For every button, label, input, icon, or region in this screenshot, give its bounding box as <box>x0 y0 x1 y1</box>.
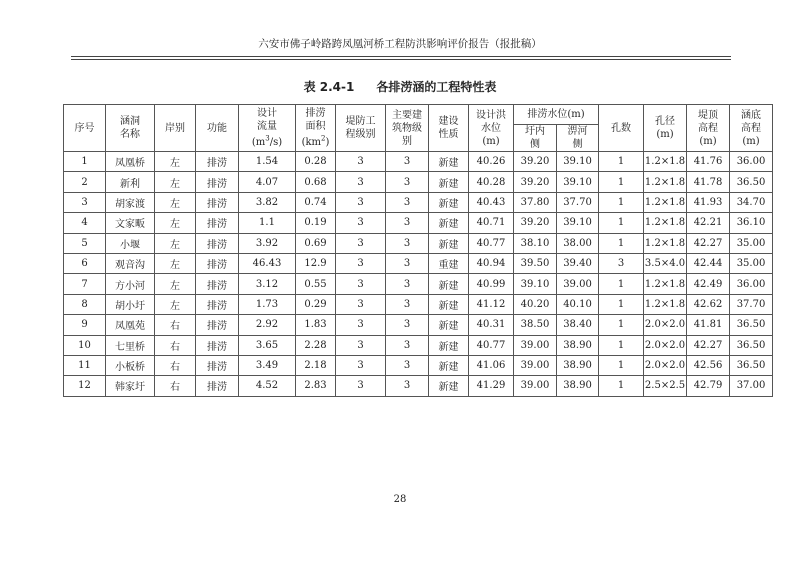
table-cell: 39.10 <box>557 213 599 233</box>
table-cell: 3 <box>336 315 386 335</box>
table-cell: 3 <box>386 294 429 314</box>
table-cell: 12 <box>64 376 106 396</box>
table-cell: 38.00 <box>557 233 599 253</box>
table-cell: 3 <box>386 376 429 396</box>
table-cell: 新建 <box>429 152 469 172</box>
table-cell: 0.55 <box>296 274 336 294</box>
table-cell: 40.77 <box>469 233 514 253</box>
table-cell: 3 <box>336 233 386 253</box>
header-culvert-bottom-elevation: 涵底 高程 (m) <box>730 105 773 152</box>
table-cell: 新建 <box>429 355 469 375</box>
table-cell: 0.68 <box>296 172 336 192</box>
table-cell: 37.80 <box>514 192 557 212</box>
table-cell: 41.93 <box>687 192 730 212</box>
table-cell: 新建 <box>429 274 469 294</box>
table-cell: 1.2×1.8 <box>644 294 687 314</box>
table-cell: 39.20 <box>514 213 557 233</box>
table-cell: 38.90 <box>557 376 599 396</box>
table-cell: 3 <box>386 274 429 294</box>
header-main-building-grade: 主要建 筑物级 别 <box>386 105 429 152</box>
table-cell: 排涝 <box>196 172 239 192</box>
header-hole-diameter: 孔径 (m) <box>644 105 687 152</box>
table-cell: 排涝 <box>196 315 239 335</box>
table-cell: 3 <box>336 294 386 314</box>
table-cell: 1 <box>64 152 106 172</box>
table-cell: 42.62 <box>687 294 730 314</box>
table-cell: 42.44 <box>687 253 730 273</box>
table-cell: 新建 <box>429 172 469 192</box>
table-cell: 凤凰桥 <box>106 152 155 172</box>
table-cell: 3 <box>336 172 386 192</box>
table-cell: 36.50 <box>730 355 773 375</box>
table-cell: 重建 <box>429 253 469 273</box>
table-row <box>64 294 773 314</box>
table-cell: 36.10 <box>730 213 773 233</box>
table-cell: 左 <box>155 152 196 172</box>
table-cell: 37.70 <box>730 294 773 314</box>
table-cell: 1.2×1.8 <box>644 152 687 172</box>
table-cell: 方小河 <box>106 274 155 294</box>
table-cell: 韩家圩 <box>106 376 155 396</box>
table-cell: 1.2×1.8 <box>644 233 687 253</box>
table-cell: 排涝 <box>196 253 239 273</box>
header-inner-side: 圩内 侧 <box>514 125 557 152</box>
header-dike-grade: 堤防工 程级别 <box>336 105 386 152</box>
table-cell: 35.00 <box>730 233 773 253</box>
table-cell: 41.12 <box>469 294 514 314</box>
table-cell: 39.00 <box>557 274 599 294</box>
table-cell: 3 <box>336 376 386 396</box>
table-cell: 11 <box>64 355 106 375</box>
table-cell: 凤凰苑 <box>106 315 155 335</box>
table-cell: 1 <box>599 152 644 172</box>
table-cell: 10 <box>64 335 106 355</box>
table-cell: 40.28 <box>469 172 514 192</box>
table-cell: 3 <box>599 253 644 273</box>
header-design-flow: 设计 流量 $(m^3/s)$ <box>239 105 296 152</box>
table-cell: 1 <box>599 335 644 355</box>
table-cell: 3 <box>336 335 386 355</box>
table-cell: 3 <box>336 213 386 233</box>
table-cell: 1 <box>599 294 644 314</box>
table-cell: 38.40 <box>557 315 599 335</box>
table-cell: 5 <box>64 233 106 253</box>
table-cell: 2.0×2.0 <box>644 315 687 335</box>
table-cell: 右 <box>155 376 196 396</box>
table-cell: 41.81 <box>687 315 730 335</box>
table-cell: 36.50 <box>730 335 773 355</box>
table-cell: 1 <box>599 376 644 396</box>
table-cell: 3.92 <box>239 233 296 253</box>
table-cell: 左 <box>155 213 196 233</box>
table-cell: 38.50 <box>514 315 557 335</box>
table-cell: 2.0×2.0 <box>644 355 687 375</box>
table-row <box>64 172 773 192</box>
table-cell: 3 <box>386 192 429 212</box>
report-header: 六安市佛子岭路跨凤凰河桥工程防洪影响评价报告（报批稿） <box>258 38 542 50</box>
table-cell: 左 <box>155 172 196 192</box>
table-cell: 2 <box>64 172 106 192</box>
page-number: 28 <box>393 494 407 505</box>
table-cell: 3.82 <box>239 192 296 212</box>
table-cell: 39.20 <box>514 172 557 192</box>
table-cell: 排涝 <box>196 376 239 396</box>
table-cell: 观音沟 <box>106 253 155 273</box>
table-cell: 40.77 <box>469 335 514 355</box>
table-cell: 42.49 <box>687 274 730 294</box>
table-cell: 新建 <box>429 233 469 253</box>
table-row <box>64 335 773 355</box>
table-cell: 右 <box>155 355 196 375</box>
table-cell: 42.27 <box>687 335 730 355</box>
table-cell: 42.79 <box>687 376 730 396</box>
culvert-table <box>63 104 773 397</box>
table-cell: 37.00 <box>730 376 773 396</box>
table-row <box>64 152 773 172</box>
table-cell: 3.65 <box>239 335 296 355</box>
table-cell: 40.31 <box>469 315 514 335</box>
table-caption <box>0 78 800 95</box>
table-cell: 新建 <box>429 213 469 233</box>
table-cell: 3.49 <box>239 355 296 375</box>
table-cell: 文家畈 <box>106 213 155 233</box>
table-cell: 1.2×1.8 <box>644 213 687 233</box>
table-cell: 1 <box>599 233 644 253</box>
table-cell: 39.50 <box>514 253 557 273</box>
header-dike-top-elevation: 堤顶 高程 (m) <box>687 105 730 152</box>
table-row <box>64 315 773 335</box>
table-cell: 12.9 <box>296 253 336 273</box>
table-title: 各排涝涵的工程特性表 <box>376 80 497 94</box>
table-cell: 36.50 <box>730 172 773 192</box>
table-cell: 排涝 <box>196 233 239 253</box>
table-cell: 排涝 <box>196 192 239 212</box>
table-cell: 0.29 <box>296 294 336 314</box>
table-cell: 38.90 <box>557 335 599 355</box>
table-cell: 胡小圩 <box>106 294 155 314</box>
table-cell: 3 <box>336 192 386 212</box>
table-cell: 左 <box>155 274 196 294</box>
table-cell: 39.00 <box>514 355 557 375</box>
header-drain-water-level: 排涝水位(m) <box>514 105 599 125</box>
table-cell: 9 <box>64 315 106 335</box>
header-function: 功能 <box>196 105 239 152</box>
table-cell: 3 <box>336 355 386 375</box>
table-cell: 0.19 <box>296 213 336 233</box>
table-cell: 3 <box>336 274 386 294</box>
table-cell: 3.5×4.0 <box>644 253 687 273</box>
table-row <box>64 213 773 233</box>
table-number: 表 2.4-1 <box>303 80 355 94</box>
table-cell: 排涝 <box>196 355 239 375</box>
table-cell: 1 <box>599 192 644 212</box>
table-cell: 左 <box>155 294 196 314</box>
table-cell: 2.83 <box>296 376 336 396</box>
table-cell: 左 <box>155 253 196 273</box>
table-cell: 35.00 <box>730 253 773 273</box>
table-cell: 排涝 <box>196 152 239 172</box>
table-cell: 36.00 <box>730 274 773 294</box>
table-cell: 40.26 <box>469 152 514 172</box>
table-cell: 新建 <box>429 192 469 212</box>
header-culvert-name: 涵洞 名称 <box>106 105 155 152</box>
table-cell: 39.00 <box>514 335 557 355</box>
table-cell: 40.94 <box>469 253 514 273</box>
table-cell: 2.5×2.5 <box>644 376 687 396</box>
table-cell: 1.2×1.8 <box>644 274 687 294</box>
table-cell: 小板桥 <box>106 355 155 375</box>
table-row <box>64 192 773 212</box>
table-cell: 1.73 <box>239 294 296 314</box>
table-cell: 1.83 <box>296 315 336 335</box>
table-cell: 3 <box>386 315 429 335</box>
header-holes: 孔数 <box>599 105 644 152</box>
table-cell: 7 <box>64 274 106 294</box>
table-cell: 右 <box>155 315 196 335</box>
table-cell: 40.43 <box>469 192 514 212</box>
table-cell: 39.00 <box>514 376 557 396</box>
table-cell: 排涝 <box>196 213 239 233</box>
table-cell: 37.70 <box>557 192 599 212</box>
table-cell: 排涝 <box>196 335 239 355</box>
table-cell: 3 <box>386 172 429 192</box>
table-row <box>64 274 773 294</box>
table-cell: 1 <box>599 315 644 335</box>
header-river-side: 淠河 侧 <box>557 125 599 152</box>
table-cell: 38.90 <box>557 355 599 375</box>
table-cell: 2.28 <box>296 335 336 355</box>
table-cell: 1.2×1.8 <box>644 172 687 192</box>
table-cell: 1.1 <box>239 213 296 233</box>
header-construction-nature: 建设 性质 <box>429 105 469 152</box>
table-cell: 41.06 <box>469 355 514 375</box>
table-cell: 新建 <box>429 335 469 355</box>
table-cell: 4.52 <box>239 376 296 396</box>
table-cell: 42.27 <box>687 233 730 253</box>
table-cell: 0.74 <box>296 192 336 212</box>
table-cell: 3 <box>336 152 386 172</box>
table-cell: 38.10 <box>514 233 557 253</box>
table-cell: 40.20 <box>514 294 557 314</box>
table-cell: 3 <box>386 152 429 172</box>
table-cell: 3 <box>386 253 429 273</box>
table-cell: 3 <box>386 233 429 253</box>
table-cell: 46.43 <box>239 253 296 273</box>
table-cell: 左 <box>155 233 196 253</box>
table-row <box>64 253 773 273</box>
table-cell: 1 <box>599 172 644 192</box>
table-cell: 七里桥 <box>106 335 155 355</box>
header-rule-thick <box>71 59 731 60</box>
table-cell: 6 <box>64 253 106 273</box>
table-cell: 新建 <box>429 376 469 396</box>
table-cell: 3 <box>386 213 429 233</box>
table-cell: 排涝 <box>196 294 239 314</box>
table-cell: 8 <box>64 294 106 314</box>
table-row <box>64 355 773 375</box>
table-cell: 41.29 <box>469 376 514 396</box>
table-cell: 0.28 <box>296 152 336 172</box>
table-cell: 36.50 <box>730 315 773 335</box>
table-cell: 4.07 <box>239 172 296 192</box>
table-cell: 左 <box>155 192 196 212</box>
table-cell: 1 <box>599 355 644 375</box>
table-cell: 新利 <box>106 172 155 192</box>
table-cell: 42.56 <box>687 355 730 375</box>
table-cell: 40.10 <box>557 294 599 314</box>
table-cell: 34.70 <box>730 192 773 212</box>
table-cell: 胡家渡 <box>106 192 155 212</box>
table-row <box>64 376 773 396</box>
table-cell: 40.99 <box>469 274 514 294</box>
table-cell: 40.71 <box>469 213 514 233</box>
table-cell: 排涝 <box>196 274 239 294</box>
table-cell: 新建 <box>429 294 469 314</box>
table-cell: 42.21 <box>687 213 730 233</box>
header-seq: 序号 <box>64 105 106 152</box>
header-rule-thin <box>71 56 731 57</box>
table-cell: 39.10 <box>557 172 599 192</box>
table-cell: 3 <box>386 335 429 355</box>
table-cell: 3 <box>336 253 386 273</box>
table-cell: 41.76 <box>687 152 730 172</box>
table-cell: 新建 <box>429 315 469 335</box>
table-cell: 4 <box>64 213 106 233</box>
table-cell: 39.20 <box>514 152 557 172</box>
header-drain-area: 排涝 面积 $(km^2)$ <box>296 105 336 152</box>
table-cell: 小堰 <box>106 233 155 253</box>
table-cell: 39.10 <box>514 274 557 294</box>
table-cell: 2.92 <box>239 315 296 335</box>
table-cell: 36.00 <box>730 152 773 172</box>
table-cell: 1.2×1.8 <box>644 192 687 212</box>
table-cell: 1 <box>599 213 644 233</box>
table-cell: 41.78 <box>687 172 730 192</box>
table-cell: 3 <box>64 192 106 212</box>
table-cell: 1.54 <box>239 152 296 172</box>
table-row <box>64 233 773 253</box>
table-cell: 2.18 <box>296 355 336 375</box>
table-cell: 右 <box>155 335 196 355</box>
table-cell: 2.0×2.0 <box>644 335 687 355</box>
table-cell: 3.12 <box>239 274 296 294</box>
header-design-flood-level: 设计洪 水位 (m) <box>469 105 514 152</box>
table-cell: 1 <box>599 274 644 294</box>
table-cell: 0.69 <box>296 233 336 253</box>
header-bank: 岸别 <box>155 105 196 152</box>
table-cell: 39.40 <box>557 253 599 273</box>
table-cell: 3 <box>386 355 429 375</box>
table-cell: 39.10 <box>557 152 599 172</box>
